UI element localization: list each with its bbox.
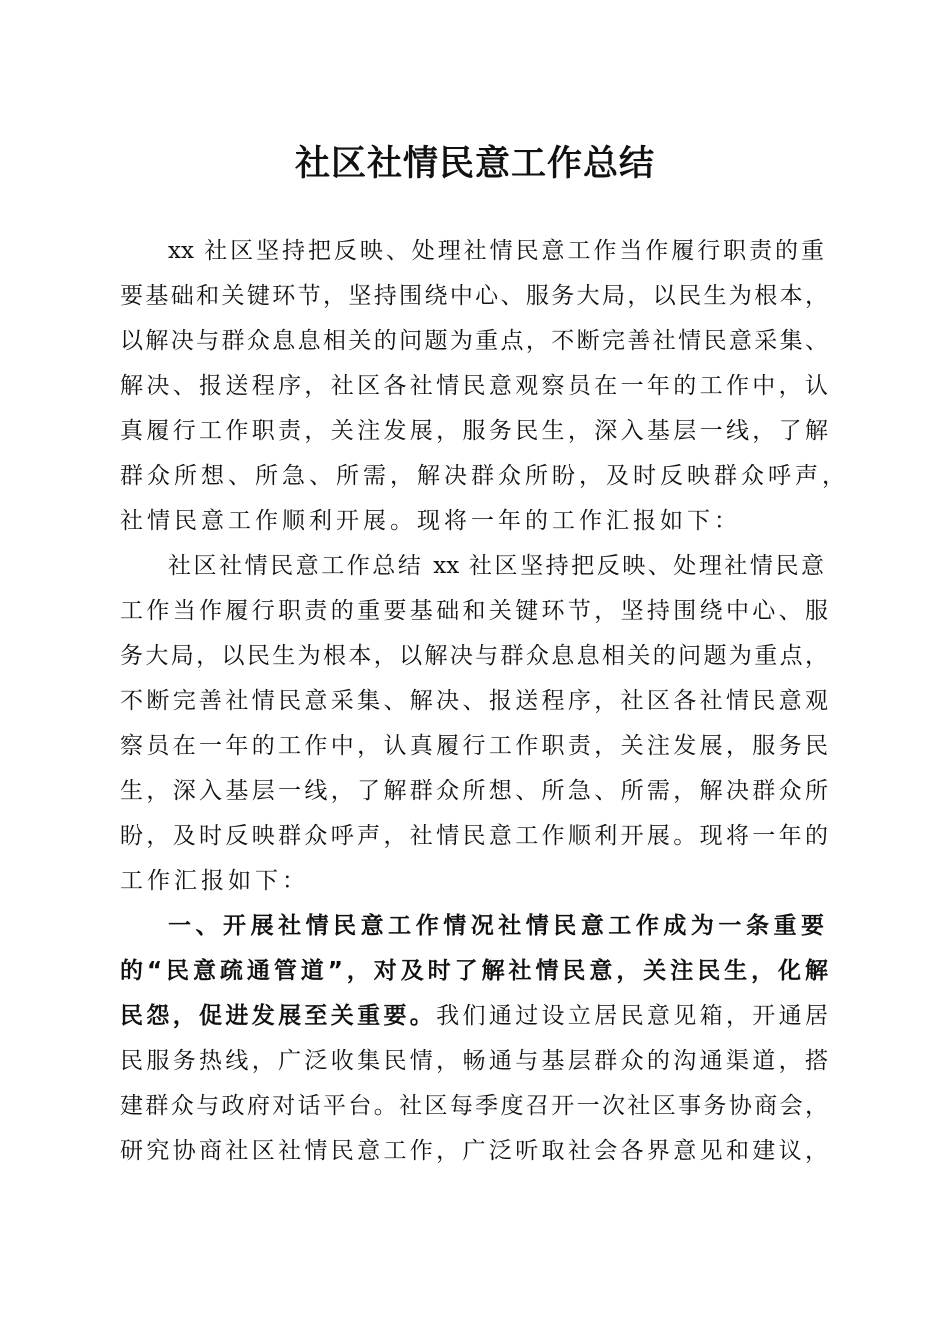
para3-heading-line-2: 的“民意疏通管道”，对及时了解社情民意，关注民生，化解 — [120, 958, 828, 984]
document-title: 社区社情民意工作总结 — [294, 143, 655, 184]
para3-text-after-heading: 我们通过设立居民意见箱，开通居 — [436, 1003, 829, 1029]
para1-line-2: 要基础和关键环节，坚持围绕中心、服务大局，以民生为根本， — [120, 283, 828, 309]
para1-line-3: 以解决与群众息息相关的问题为重点，不断完善社情民意采集、 — [120, 328, 828, 354]
para2-line-6: 生，深入基层一线，了解群众所想、所急、所需，解决群众所 — [120, 778, 828, 804]
para1-line-4: 解决、报送程序，社区各社情民意观察员在一年的工作中，认 — [120, 373, 828, 399]
para1-line-5: 真履行工作职责，关注发展，服务民生，深入基层一线，了解 — [120, 418, 828, 444]
para2-line-3: 务大局，以民生为根本，以解决与群众息息相关的问题为重点， — [120, 643, 828, 669]
para1-line-7: 社情民意工作顺利开展。现将一年的工作汇报如下： — [120, 508, 741, 534]
para3-line-4: 民服务热线，广泛收集民情，畅通与基层群众的沟通渠道，搭 — [120, 1048, 828, 1074]
para2-line-8: 工作汇报如下： — [120, 868, 309, 894]
para2-line-2: 工作当作履行职责的重要基础和关键环节，坚持围绕中心、服 — [120, 598, 828, 624]
para3-line-3 — [120, 996, 828, 1036]
para3-line-6: 研究协商社区社情民意工作，广泛听取社会各界意见和建议， — [120, 1138, 828, 1164]
para2-line-5: 察员在一年的工作中，认真履行工作职责，关注发展，服务民 — [120, 733, 828, 759]
para3-heading-line-1: 一、开展社情民意工作情况社情民意工作成为一条重要 — [168, 913, 824, 939]
para3-line-5: 建群众与政府对话平台。社区每季度召开一次社区事务协商会， — [120, 1093, 828, 1119]
para2-line-1: 社区社情民意工作总结 xx 社区坚持把反映、处理社情民意 — [168, 553, 824, 579]
para2-line-4: 不断完善社情民意采集、解决、报送程序，社区各社情民意观 — [120, 688, 828, 714]
para1-line-6: 群众所想、所急、所需，解决群众所盼，及时反映群众呼声， — [120, 463, 849, 489]
para2-line-7: 盼，及时反映群众呼声，社情民意工作顺利开展。现将一年的 — [120, 823, 828, 849]
para1-line-1: xx 社区坚持把反映、处理社情民意工作当作履行职责的重 — [168, 238, 824, 264]
para3-heading-tail: 民怨，促进发展至关重要。 — [120, 1003, 437, 1029]
